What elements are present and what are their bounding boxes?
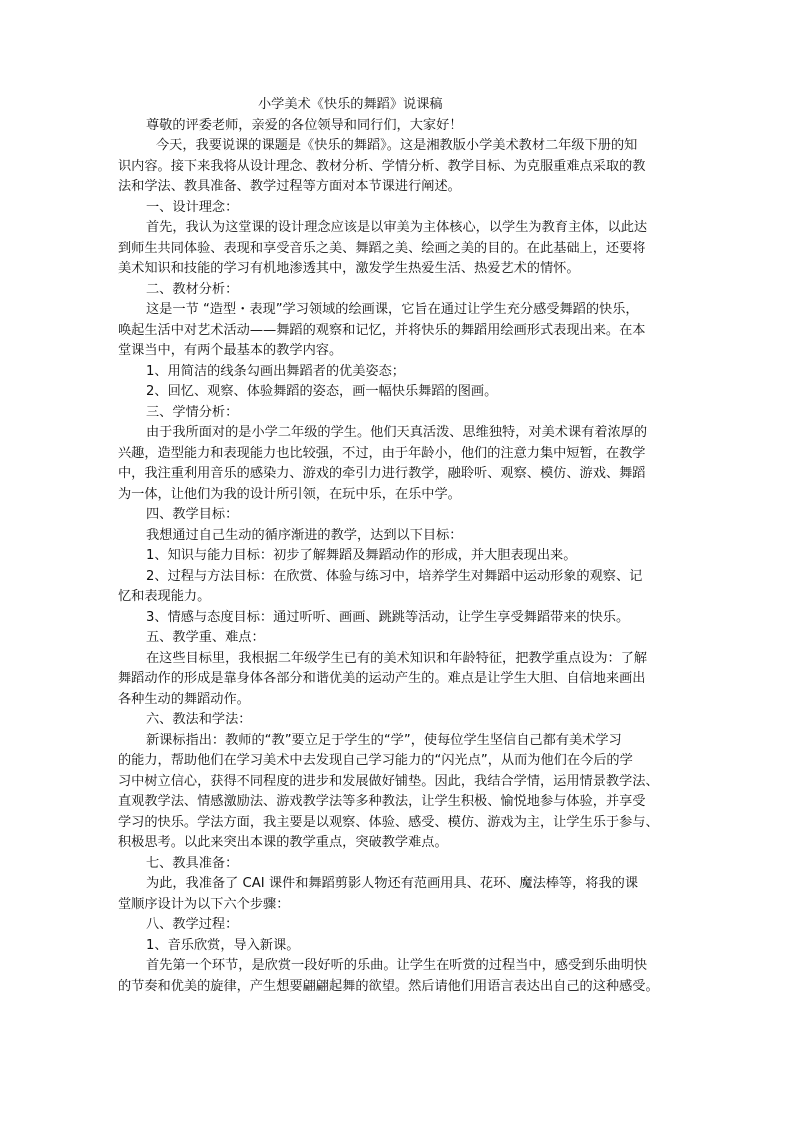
text-line: 识内容。接下来我将从设计理念、教材分析、学情分析、教学目标、为克服重难点采取的教 [118, 158, 646, 174]
text-line: 七、教具准备： [146, 855, 239, 871]
text-line: 2、过程与方法目标：在欣赏、体验与练习中，培养学生对舞蹈中运动形象的观察、记 [146, 568, 643, 584]
text-line: 兴趣，造型能力和表现能力也比较强，不过，由于年龄小，他们的注意力集中短暂，在教学 [118, 445, 646, 461]
text-line: 2、回忆、观察、体验舞蹈的姿态，画一幅快乐舞蹈的图画。 [146, 384, 498, 399]
text-line: 今天，我要说课的课题是《快乐的舞蹈》。这是湘教版小学美术教材二年级下册的知 [156, 138, 638, 153]
text-line: 为此，我准备了 CAI 课件和舞蹈剪影人物还有范画用具、花环、魔法棒等，将我的课 [146, 876, 639, 891]
text-line: 学习的快乐。学法方面，我主要是以观察、体验、感受、模仿、游戏为主，让学生乐于参与、 [118, 814, 659, 830]
text-line: 中，我注重利用音乐的感染力、游戏的牵引力进行教学，融聆听、观察、模仿、游戏、舞蹈 [118, 466, 646, 481]
text-line: 四、教学目标： [146, 507, 239, 522]
text-line: 首先，我认为这堂课的设计理念应该是以审美为主体核心，以学生为教育主体，以此达 [146, 220, 648, 235]
text-line: 各种生动的舞蹈动作。 [118, 691, 250, 707]
text-line: 三、学情分析： [146, 404, 239, 420]
document-body [118, 95, 680, 997]
document-title: 小学美术《快乐的舞蹈》说课稿 [258, 97, 443, 112]
text-line: 六、教法和学法： [146, 712, 252, 727]
paragraph-lines [118, 116, 680, 998]
text-line: 舞蹈动作的形成是靠身体各部分和谐优美的运动产生的。难点是让学生大胆、自信地来画出 [118, 671, 646, 686]
text-line: 直观教学法、情感激励法、游戏教学法等多种教法，让学生积极、愉悦地参与体验，并享受 [118, 794, 646, 809]
text-line: 法和学法、教具准备、教学过程等方面对本节课进行阐述。 [118, 179, 461, 194]
text-line: 一、设计理念： [146, 199, 239, 215]
text-line: 在这些目标里，我根据二年级学生已有的美术知识和年龄特征，把教学重点设为：了解 [146, 650, 648, 666]
text-line: 堂课当中，有两个最基本的教学内容。 [118, 343, 343, 358]
text-line: 二、教材分析： [146, 281, 239, 297]
text-line: 我想通过自己生动的循序渐进的教学，达到以下目标： [146, 527, 463, 543]
text-line: 首先第一个环节，是欣赏一段好听的乐曲。让学生在听赏的过程当中，感受到乐曲明快 [146, 958, 648, 973]
text-line: 1、知识与能力目标：初步了解舞蹈及舞蹈动作的形成，并大胆表现出来。 [146, 548, 577, 563]
text-line: 3、情感与态度目标：通过听听、画画、跳跳等活动，让学生享受舞蹈带来的快乐。 [146, 609, 630, 625]
text-line: 尊敬的评委老师，亲爱的各位领导和同行们，大家好！ [146, 117, 463, 133]
text-line: 1、音乐欣赏，导入新课。 [146, 937, 300, 953]
text-line: 堂顺序设计为以下六个步骤： [118, 896, 290, 912]
text-line: 习中树立信心，获得不同程度的进步和发展做好铺垫。因此，我结合学情，运用情景教学法、 [118, 773, 659, 789]
text-line: 八、教学过程： [146, 917, 239, 932]
text-line: 积极思考。以此来突出本课的教学重点，突破教学难点。 [118, 835, 448, 850]
text-line: 到师生共同体验、表现和享受音乐之美、舞蹈之美、绘画之美的目的。在此基础上，还要将 [118, 240, 646, 256]
text-line: 美术知识和技能的学习有机地渗透其中，激发学生热爱生活、热爱艺术的情怀。 [118, 261, 580, 276]
text-line: 五、教学重、难点： [146, 630, 265, 645]
text-line: 忆和表现能力。 [118, 589, 211, 604]
text-line: 唤起生活中对艺术活动——舞蹈的观察和记忆，并将快乐的舞蹈用绘画形式表现出来。在本 [118, 322, 646, 338]
text-line: 的节奏和优美的旋律，产生想要翩翩起舞的欲望。然后请他们用语言表达出自己的这种感受。 [118, 978, 659, 994]
text-line: 由于我所面对的是小学二年级的学生。他们天真活泼、思维独特，对美术课有着浓厚的 [146, 425, 648, 440]
text-line: 的能力，帮助他们在学习美术中去发现自己学习能力的“闪光点”，从而为他们在今后的学 [118, 753, 633, 768]
text-line: 为一体，让他们为我的设计所引领，在玩中乐，在乐中学。 [118, 486, 461, 502]
text-line: 新课标指出：教师的“教”要立足于学生的“学”，使每位学生坚信自己都有美术学习 [146, 732, 622, 748]
text-line: 1、用简洁的线条勾画出舞蹈者的优美姿态； [146, 363, 405, 379]
text-line: 这是一节 “造型・表现”学习领域的绘画课，它旨在通过让学生充分感受舞蹈的快乐， [146, 302, 639, 317]
